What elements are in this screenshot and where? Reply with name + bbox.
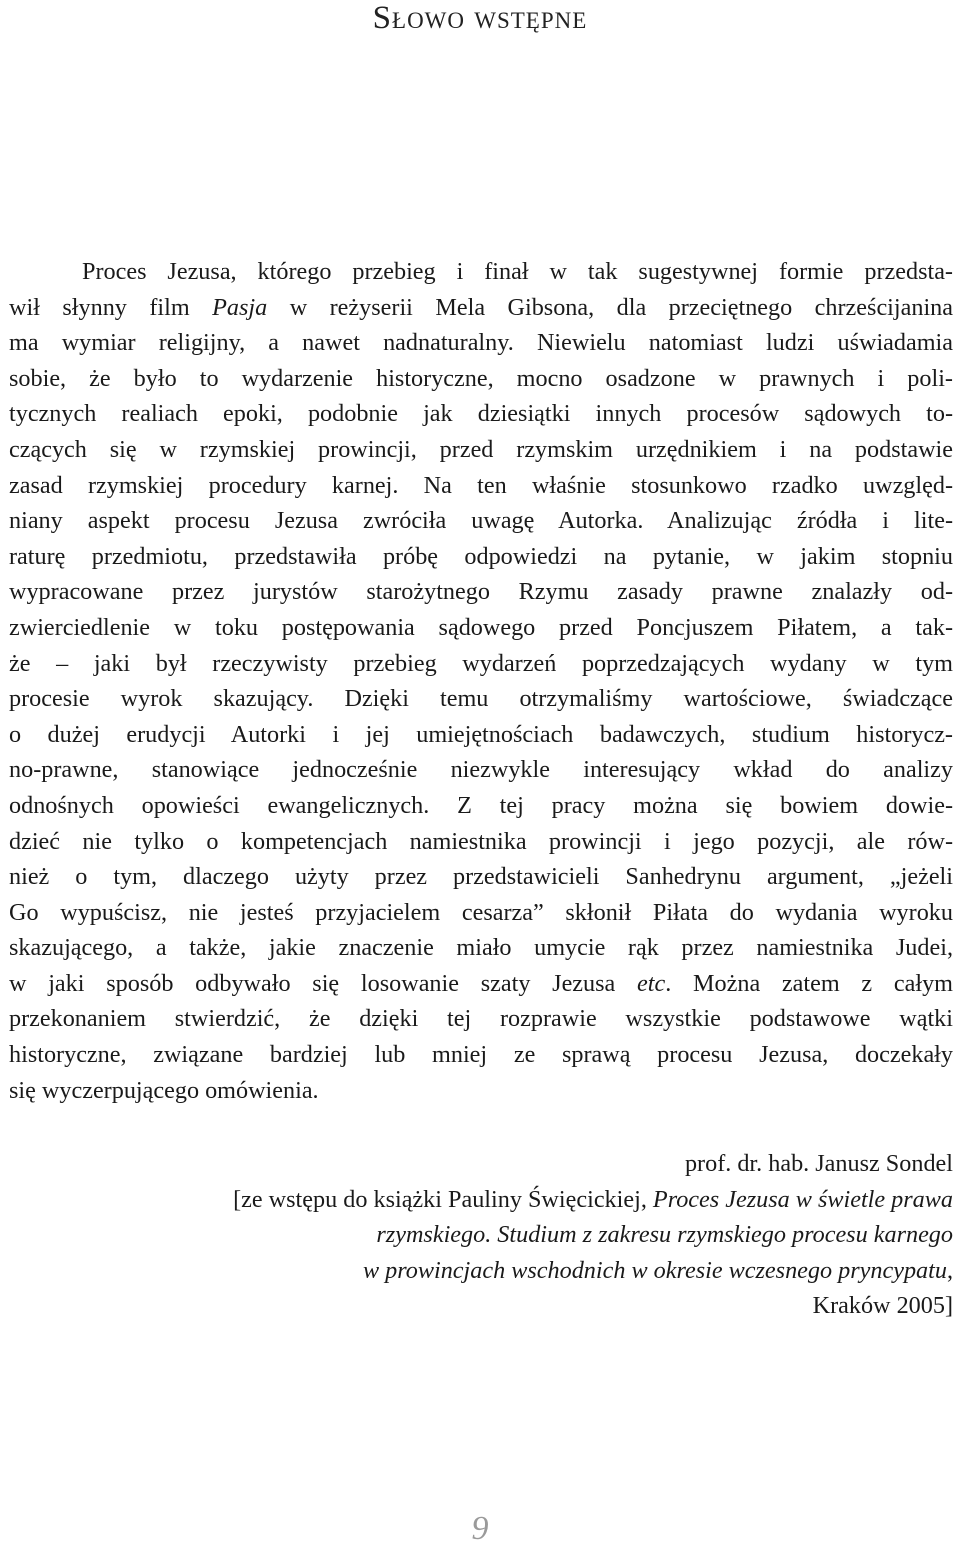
paragraph-line	[9, 966, 953, 1002]
text-segment: . Można zatem z całym	[665, 969, 953, 997]
source-line-3	[53, 1253, 953, 1289]
paragraph-line: no-prawne, stanowiące jednocześnie niezwykle interesujący wkład do analizy	[9, 756, 953, 784]
paragraph-line: Go wypuścisz, nie jesteś przyjacielem cesarza” skłonił Piłata do wydania wyroku	[9, 898, 953, 926]
paragraph-line: się wyczerpującego omówienia.	[9, 1076, 319, 1104]
foreword-paragraph	[9, 254, 953, 1108]
source-line-2	[53, 1217, 953, 1253]
paragraph-line: skazującego, a także, jakie znaczenie miało umycie rąk przez namiestnika Judei,	[9, 934, 953, 962]
page-number: 9	[471, 1510, 489, 1547]
source-line-1	[53, 1182, 953, 1218]
paragraph-line: historyczne, związane bardziej lub mniej ze sprawą procesu Jezusa, doczekały	[9, 1041, 953, 1069]
source-title-part-1: Proces Jezusa w świetle prawa	[652, 1185, 953, 1213]
paragraph-line: przekonaniem stwierdzić, że dzięki tej rozprawie wszystkie podstawowe wątki	[9, 1005, 953, 1033]
source-prefix: [ze wstępu do książki Pauliny Święcickiej,	[233, 1185, 653, 1213]
italic-text: etc	[637, 969, 666, 997]
paragraph-line	[9, 290, 953, 326]
paragraph-line: że – jaki był rzeczywisty przebieg wydarzeń poprzedzających wydany w tym	[9, 649, 953, 677]
author-name: prof. dr. hab. Janusz Sondel	[684, 1150, 953, 1177]
paragraph-line: odnośnych opowieści ewangelicznych. Z tej pracy można się bowiem dowie-	[9, 791, 953, 819]
paragraph-line: czących się w rzymskiej prowincji, przed rzymskim urzędnikiem i na podstawie	[9, 435, 953, 463]
paragraph-line: procesie wyrok skazujący. Dzięki temu otrzymaliśmy wartościowe, świadczące	[9, 685, 953, 713]
paragraph-line: zasad rzymskiej procedury karnej. Na ten właśnie stosunkowo rzadko uwzględ-	[9, 471, 953, 499]
source-place: Kraków 2005]	[812, 1292, 953, 1319]
paragraph-line: Proces Jezusa, którego przebieg i finał w tak sugestywnej formie przedsta-	[82, 258, 953, 285]
source-title-part-2: rzymskiego. Studium z zakresu rzymskiego procesu karnego	[376, 1221, 953, 1248]
paragraph-line: wypracowane przez jurystów starożytnego Rzymu zasady prawne znalazły od-	[9, 578, 953, 606]
chapter-heading: Słowo wstępne	[372, 0, 588, 36]
paragraph-line: zwierciedlenie w toku postępowania sądowego przed Poncjuszem Piłatem, a tak-	[9, 613, 953, 641]
text-segment: w jaki sposób odbywało się losowanie szaty Jezusa	[9, 969, 638, 997]
paragraph-line: o dużej erudycji Autorki i jej umiejętnościach badawczych, studium historycz-	[9, 720, 953, 748]
source-title-part-3: w prowincjach wschodnich w okresie wczesnego pryncypatu	[362, 1256, 947, 1284]
paragraph-line: raturę przedmiotu, przedstawiła próbę odpowiedzi na pytanie, w jakim stopniu	[9, 542, 953, 570]
source-title-suffix: ,	[946, 1256, 953, 1284]
italic-text: Pasja	[212, 293, 268, 321]
text-segment: wił słynny film	[9, 293, 213, 321]
paragraph-line: niany aspekt procesu Jezusa zwróciła uwagę Autorka. Analizując źródła i lite-	[9, 507, 953, 535]
paragraph-line: tycznych realiach epoki, podobnie jak dziesiątki innych procesów sądowych to-	[9, 400, 953, 428]
paragraph-line: dzieć nie tylko o kompetencjach namiestnika prowincji i jego pozycji, ale rów-	[9, 827, 953, 855]
signature-block	[53, 1146, 953, 1324]
paragraph-line: nież o tym, dlaczego użyty przez przedstawicieli Sanhedrynu argument, „jeżeli	[9, 863, 953, 891]
text-segment: w reżyserii Mela Gibsona, dla przeciętnego chrześcijanina	[267, 293, 953, 321]
paragraph-line: sobie, że było to wydarzenie historyczne, mocno osadzone w prawnych i poli-	[9, 364, 953, 392]
paragraph-line: ma wymiar religijny, a nawet nadnaturalny. Niewielu natomiast ludzi uświadamia	[9, 329, 953, 357]
